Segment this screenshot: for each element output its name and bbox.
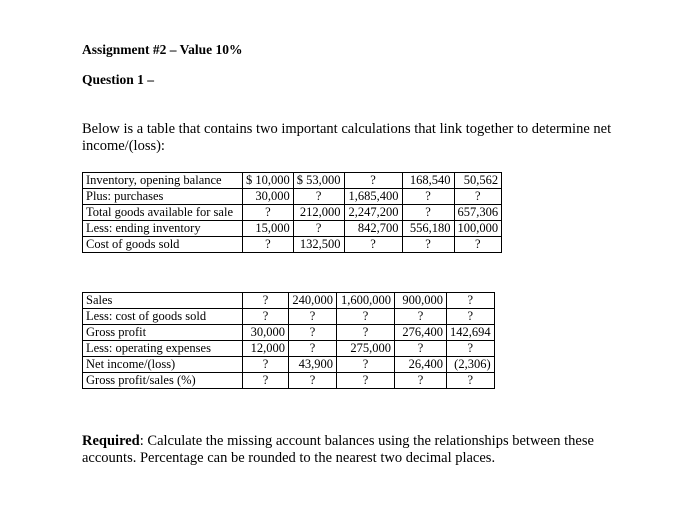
table-row bbox=[83, 325, 495, 341]
table-cell: ? bbox=[402, 205, 454, 221]
row-label: Less: cost of goods sold bbox=[83, 309, 243, 325]
table-cell: ? bbox=[447, 373, 495, 389]
table-row bbox=[83, 309, 495, 325]
table-cell: $ 10,000 bbox=[243, 173, 294, 189]
row-label: Cost of goods sold bbox=[83, 237, 243, 253]
table-row bbox=[83, 173, 502, 189]
table-cell: ? bbox=[447, 341, 495, 357]
table-cell: ? bbox=[402, 237, 454, 253]
table-cell: 43,900 bbox=[289, 357, 337, 373]
table-row bbox=[83, 357, 495, 373]
table-cell: 556,180 bbox=[402, 221, 454, 237]
table-cell: 12,000 bbox=[243, 341, 289, 357]
table-cell: 168,540 bbox=[402, 173, 454, 189]
table-cell: 15,000 bbox=[243, 221, 294, 237]
table-cell: ? bbox=[402, 189, 454, 205]
table-cell: ? bbox=[395, 309, 447, 325]
table-cell: ? bbox=[337, 373, 395, 389]
table-cell: 142,694 bbox=[447, 325, 495, 341]
table-cell: ? bbox=[454, 237, 502, 253]
table-cell: 50,562 bbox=[454, 173, 502, 189]
table-row bbox=[83, 221, 502, 237]
row-label: Total goods available for sale bbox=[83, 205, 243, 221]
table-cell: 132,500 bbox=[293, 237, 344, 253]
table-cell: ? bbox=[243, 357, 289, 373]
row-label: Gross profit/sales (%) bbox=[83, 373, 243, 389]
table-row bbox=[83, 205, 502, 221]
question-heading: Question 1 – bbox=[82, 72, 155, 87]
table-cell: (2,306) bbox=[447, 357, 495, 373]
table-cell: ? bbox=[289, 325, 337, 341]
table-cell: ? bbox=[289, 373, 337, 389]
table-cell: ? bbox=[293, 189, 344, 205]
row-label: Net income/(loss) bbox=[83, 357, 243, 373]
table-row bbox=[83, 373, 495, 389]
table-cell: 1,685,400 bbox=[344, 189, 402, 205]
table-cell: ? bbox=[447, 293, 495, 309]
table-row bbox=[83, 189, 502, 205]
assignment-title: Assignment #2 – Value 10% bbox=[82, 42, 243, 57]
intro-text: Below is a table that contains two important calculations that link together to determine net income/(loss): bbox=[82, 121, 612, 154]
required-label: Required bbox=[82, 433, 140, 449]
table-cell: ? bbox=[293, 221, 344, 237]
table-cell: ? bbox=[337, 357, 395, 373]
cost-of-goods-table bbox=[82, 172, 502, 253]
table-cell: ? bbox=[337, 309, 395, 325]
table-cell: ? bbox=[454, 189, 502, 205]
table-cell: 2,247,200 bbox=[344, 205, 402, 221]
table-cell: 100,000 bbox=[454, 221, 502, 237]
table-cell: 212,000 bbox=[293, 205, 344, 221]
table-cell: ? bbox=[395, 341, 447, 357]
table-cell: 30,000 bbox=[243, 189, 294, 205]
required-body: : Calculate the missing account balances using the relationships between these accounts. Percentage can be rounded to the nearest two decimal places. bbox=[82, 433, 594, 466]
table-cell: ? bbox=[243, 293, 289, 309]
table-cell: ? bbox=[243, 373, 289, 389]
table-cell: 26,400 bbox=[395, 357, 447, 373]
table-cell: 1,600,000 bbox=[337, 293, 395, 309]
row-label: Sales bbox=[83, 293, 243, 309]
table-cell: 240,000 bbox=[289, 293, 337, 309]
table-row bbox=[83, 341, 495, 357]
table-cell: ? bbox=[243, 237, 294, 253]
table-cell: 842,700 bbox=[344, 221, 402, 237]
table-cell: ? bbox=[344, 173, 402, 189]
required-text bbox=[82, 433, 642, 467]
table-cell: ? bbox=[395, 373, 447, 389]
row-label: Inventory, opening balance bbox=[83, 173, 243, 189]
table-cell: ? bbox=[344, 237, 402, 253]
row-label: Gross profit bbox=[83, 325, 243, 341]
table-cell: ? bbox=[243, 205, 294, 221]
table-cell: $ 53,000 bbox=[293, 173, 344, 189]
income-statement-table bbox=[82, 292, 495, 389]
row-label: Plus: purchases bbox=[83, 189, 243, 205]
table-cell: 900,000 bbox=[395, 293, 447, 309]
table-cell: ? bbox=[243, 309, 289, 325]
table-cell: 30,000 bbox=[243, 325, 289, 341]
row-label: Less: operating expenses bbox=[83, 341, 243, 357]
table-cell: 276,400 bbox=[395, 325, 447, 341]
table-cell: ? bbox=[337, 325, 395, 341]
row-label: Less: ending inventory bbox=[83, 221, 243, 237]
table-cell: 657,306 bbox=[454, 205, 502, 221]
table-cell: 275,000 bbox=[337, 341, 395, 357]
table-cell: ? bbox=[289, 309, 337, 325]
table-cell: ? bbox=[289, 341, 337, 357]
table-cell: ? bbox=[447, 309, 495, 325]
table-row bbox=[83, 293, 495, 309]
table-row bbox=[83, 237, 502, 253]
